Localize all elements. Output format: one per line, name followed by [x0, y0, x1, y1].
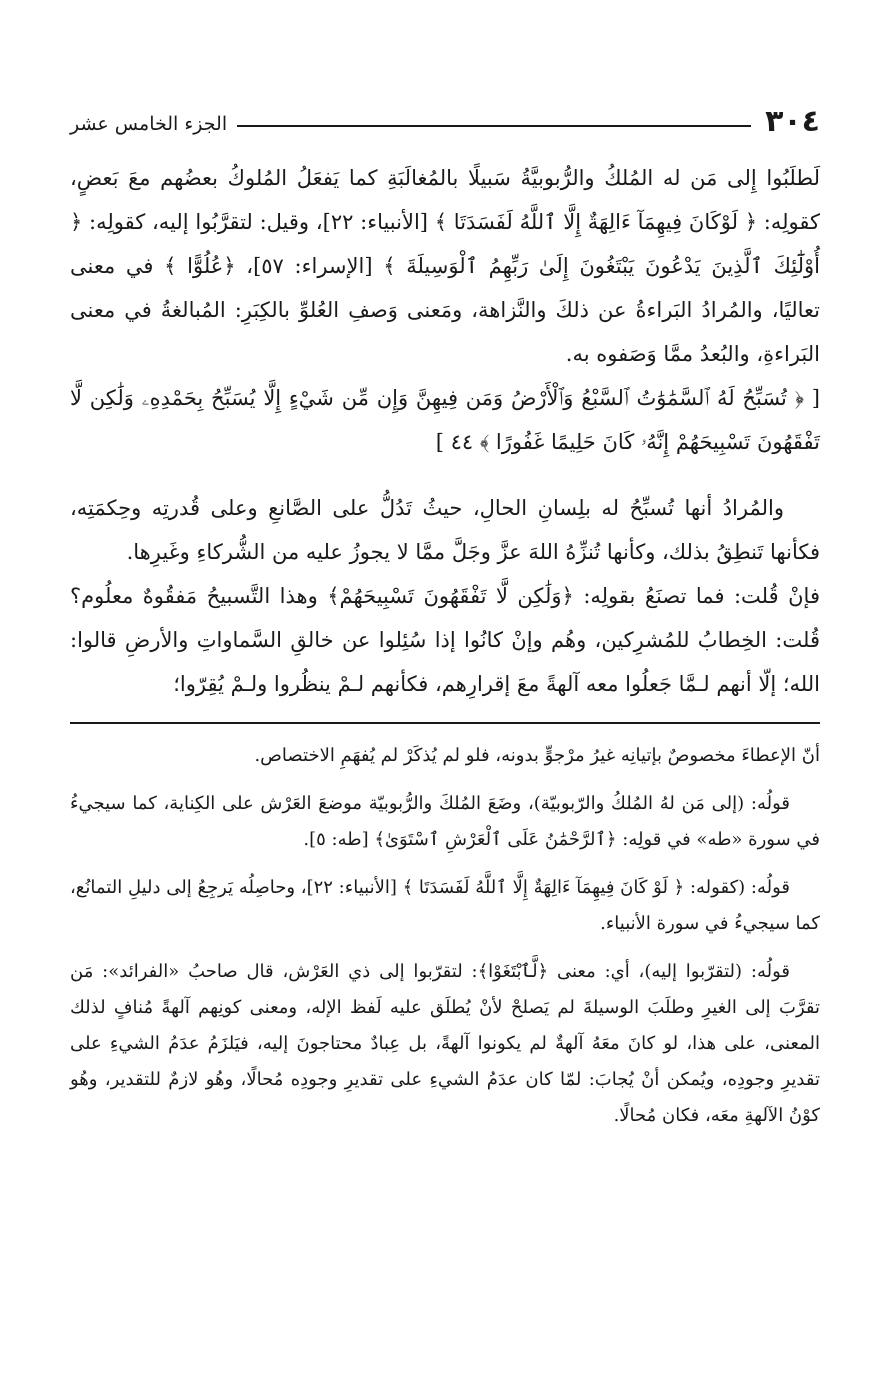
paragraph-1: لَطلَبُوا إِلى مَن له المُلكُ والرُّبوبيَّةُ سَبيلًا بالمُغالَبَةِ كما يَفعَلُ المُلوكُ بعضُهم معَ بَعضٍ، كقولِه: ﴿ لَوْكَانَ فِيهِمَآ ءَالِهَةٌ إِلَّا ٱللَّهُ لَفَسَدَتَا ﴾ [الأنبياء: ٢٢]، وقيل: لتقرَّبُوا إليه، كقولِه: ﴿ أُوْلَٰٓئِكَ ٱلَّذِينَ يَدْعُونَ يَبْتَغُونَ إِلَىٰ رَبِّهِمُ ٱلْوَسِيلَةَ ﴾ [الإسراء: ٥٧]، ﴿عُلُوًّا ﴾ في معنى تعاليًا، والمُرادُ البَراءةُ عن ذلكَ والنَّزاهة، ومَعنى وَصفِ العُلوِّ بالكِبَرِ: المُبالغةُ في معنى البَراءةِ، والبُعدُ ممَّا وَصَفوه به.	[70, 166, 821, 366]
footnote-4: قولُه: (لتقرّبوا إليه)، أي: معنى ﴿لَّٱبْتَغَوْا﴾: لتقرّبوا إلى ذي العَرْش، قال صاحبُ «الفرائد»: مَن تقرَّبَ إلى الغيرِ وطلَبَ الوسيلةَ لم يَصلحْ لأنْ يُطلَق عليه لَفظ الإله، ومعنى كونِهم آلهةً مُنافٍ لذلك المعنى، على هذا، لو كانَ معَهُ آلهةٌ لم يكونوا آلهةً، بل عِبادٌ محتاجونَ إليه، فيَلزَمُ عدَمُ الشيءِ على تقديرِ وجودِه، ويُمكن أنْ يُجابَ: لمّا كان عدَمُ الشيءِ على تقديرِ وجودِه مُحالًا، وهُو لازمٌ للتقدير، وهُو كوْنُ الآلهةِ معَه، فكان مُحالًا.	[70, 961, 820, 1126]
main-text	[70, 156, 820, 706]
footnote-3: قولُه: (كقوله: ﴿ لَوْ كَانَ فِيهِمَآ ءَالِهَةٌ إِلَّا ٱللَّهُ لَفَسَدَتَا ﴾ [الأنبياء: ٢٢]، وحاصِلُه يَرجِعُ إلى دليلِ التمانُع، كما سيجيءُ في سورة الأنبياء.	[70, 877, 820, 934]
footnote-1: أنّ الإعطاءَ مخصوصٌ بإتيانِه غيرُ مرْجوٍّ بدونه، فلو لم يُذكَرْ لم يُفهَمِ الاختصاص.	[254, 745, 820, 766]
paragraph-3: فإنْ قُلت: فما تصنَعُ بقولِه: ﴿وَلَٰكِن لَّا تَفْقَهُونَ تَسْبِيحَهُمْ﴾ وهذا التَّسبيحُ مَفقُوهٌ معلُوم؟ قُلت: الخِطابُ للمُشرِكين، وهُم وإنْ كانُوا إذا سُئِلوا عن خالقِ السَّماواتِ والأرضِ قالوا: الله؛ إلّا أنهم لـمَّا جَعلُوا معه آلهةً معَ إقرارِهم، فكأنهم لـمْ ينظُروا ولـمْ يُقِرّوا؛	[70, 584, 820, 696]
running-title: الجزء الخامس عشر	[70, 113, 228, 135]
page-number: ٣٠٤	[765, 103, 820, 139]
paragraph-2: والمُرادُ أنها تُسبِّحُ له بلِسانِ الحالِ، حيثُ تَدُلُّ على الصَّانعِ وعلى قُدرتِه وحِكمَتِه، فكأنها تَنطِقُ بذلك، وكأنها تُنزِّهُ اللهَ عزَّ وجَلَّ ممَّا لا يجوزُ عليه من الشُّركاءِ وغَيرِها.	[70, 496, 820, 564]
header-rule	[237, 125, 751, 127]
footnote-divider	[70, 722, 820, 724]
page	[70, 96, 820, 1146]
quran-verse: [ ﴿ تُسَبِّحُ لَهُ ٱلسَّمَٰوَٰتُ ٱلسَّبْعُ وَٱلْأَرْضُ وَمَن فِيهِنَّ وَإِن مِّن شَيْءٍ إِلَّا يُسَبِّحُ بِحَمْدِهِۦ وَلَٰكِن لَّا تَفْقَهُونَ تَسْبِيحَهُمْ إِنَّهُۥ كَانَ حَلِيمًا غَفُورًا ﴾ ٤٤ ]	[70, 386, 820, 454]
page-header	[70, 96, 820, 146]
footnotes	[70, 738, 820, 1134]
footnote-2: قولُه: (إلى مَن لهُ المُلكُ والرّبوبيّة)، وضَعَ المُلكَ والرُّبوبيّة موضعَ العَرْش على الكِناية، كما سيجيءُ في سورة «طه» في قولِه: ﴿ٱلرَّحْمَٰنُ عَلَى ٱلْعَرْشِ ٱسْتَوَىٰ﴾ [طه: ٥].	[70, 793, 820, 850]
